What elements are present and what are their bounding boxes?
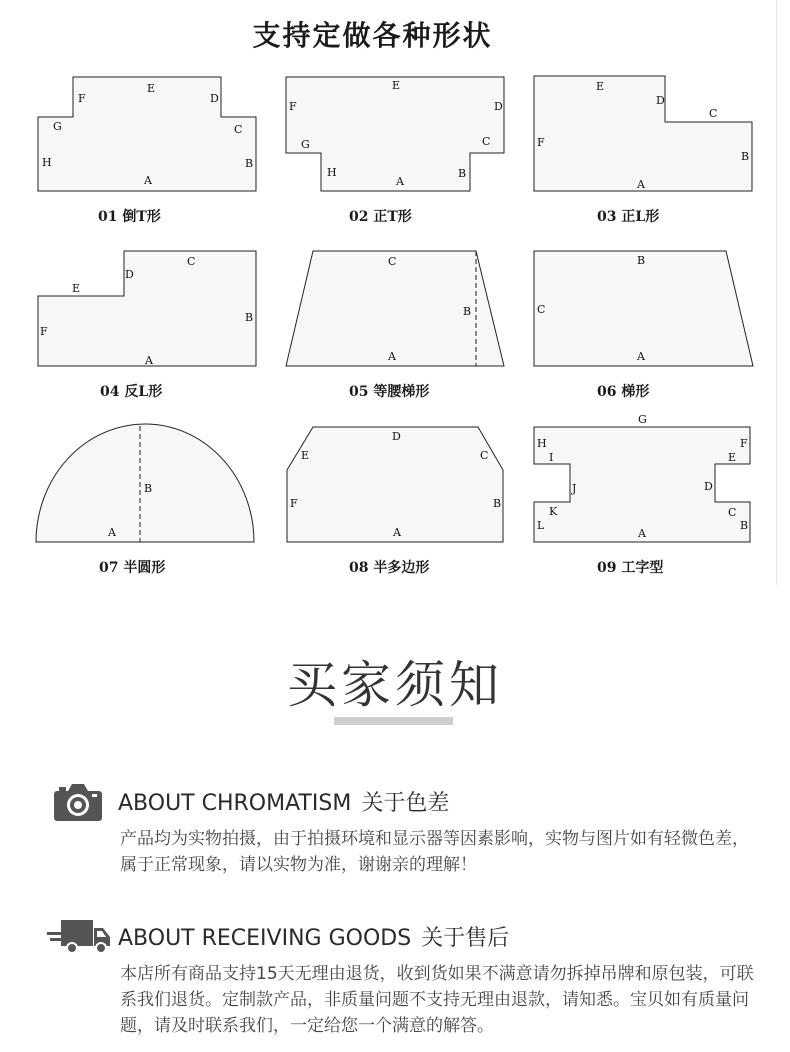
right-border-line xyxy=(776,0,777,585)
shape-label: D xyxy=(656,94,665,107)
shape-label: D xyxy=(125,268,134,281)
shape-caption: 01 倒T形 xyxy=(98,209,161,225)
shape-caption: 05 等腰梯形 xyxy=(349,384,430,400)
section-title-en: ABOUT RECEIVING GOODS xyxy=(118,926,412,951)
shape-label: C xyxy=(187,255,196,268)
shape-label: A xyxy=(144,174,152,187)
shape-label: I xyxy=(549,451,554,464)
camera-icon xyxy=(53,782,103,826)
shape-label: E xyxy=(596,80,605,93)
shape-label: D xyxy=(392,430,401,443)
shape-label: B xyxy=(245,157,254,170)
shape-label: D xyxy=(704,480,713,493)
shape-label: A xyxy=(638,527,646,540)
shape-caption: 08 半多边形 xyxy=(349,560,430,576)
shape-label: G xyxy=(638,413,647,426)
shape-label: C xyxy=(482,135,491,148)
shape-label: E xyxy=(728,451,737,464)
shape-reverse-l xyxy=(38,251,258,368)
shape-trapezoid xyxy=(534,251,756,368)
shape-label: H xyxy=(537,437,547,450)
shape-label: D xyxy=(210,92,219,105)
section-body-receiving: 本店所有商品支持15天无理由退货，收到货如果不满意请勿拆掉吊牌和原包装，可联系我们退货。定制款产品，非质量问题不支持无理由退款，请知悉。宝贝如有质量问题，请及时联系我们，一定给您一个满意的解答。 xyxy=(120,964,754,1036)
shape-label: E xyxy=(72,282,81,295)
shape-label: B xyxy=(458,167,467,180)
shape-l xyxy=(534,76,754,193)
shape-label: A xyxy=(393,526,401,539)
shape-label: D xyxy=(494,100,503,113)
shape-caption: 04 反L形 xyxy=(100,384,163,400)
shape-label: B xyxy=(245,311,254,324)
shape-half-polygon xyxy=(287,427,505,545)
shape-label: C xyxy=(709,107,718,120)
shape-label: A xyxy=(637,178,645,191)
shape-label: F xyxy=(78,92,86,105)
shape-caption: 09 工字型 xyxy=(597,560,664,576)
shape-label: F xyxy=(740,437,748,450)
shape-label: J xyxy=(572,482,577,495)
truck-icon xyxy=(47,918,111,958)
section-title-en: ABOUT CHROMATISM xyxy=(118,791,352,816)
shape-label: B xyxy=(463,305,472,318)
shape-label: A xyxy=(108,526,116,539)
shape-label: F xyxy=(289,100,297,113)
section-header-receiving xyxy=(118,921,509,952)
shape-caption: 02 正T形 xyxy=(349,209,412,225)
shape-inverted-t xyxy=(38,77,258,193)
shape-isosceles-trapezoid xyxy=(286,251,506,368)
shape-label: B xyxy=(493,497,502,510)
shape-label: A xyxy=(388,350,396,363)
shape-label: E xyxy=(301,449,310,462)
page-title: 支持定做各种形状 xyxy=(252,19,493,52)
shape-caption: 03 正L形 xyxy=(597,209,660,225)
notice-title: 买家须知 xyxy=(287,656,503,714)
shape-label: F xyxy=(290,497,298,510)
shape-label: H xyxy=(327,166,337,179)
shape-label: C xyxy=(537,303,546,316)
shape-label: A xyxy=(145,354,153,367)
shape-label: G xyxy=(53,120,62,133)
shape-label: B xyxy=(740,519,749,532)
shape-t xyxy=(286,77,506,193)
shape-i-beam xyxy=(534,412,756,544)
shape-label: E xyxy=(392,79,401,92)
shape-label: E xyxy=(147,82,156,95)
shape-label: C xyxy=(388,255,397,268)
section-header-chromatism xyxy=(118,786,449,817)
shape-label: L xyxy=(537,519,545,532)
shape-caption: 07 半圆形 xyxy=(99,560,166,576)
section-body-chromatism: 产品均为实物拍摄，由于拍摄环境和显示器等因素影响，实物与图片如有轻微色差，属于正常现象，请以实物为准，谢谢亲的理解！ xyxy=(120,829,749,875)
shape-label: G xyxy=(301,138,310,151)
section-title-cn: 关于色差 xyxy=(361,791,450,816)
shape-label: A xyxy=(396,175,404,188)
shape-semicircle xyxy=(36,424,256,544)
shape-label: F xyxy=(537,136,545,149)
shape-label: B xyxy=(741,150,750,163)
section-title-cn: 关于售后 xyxy=(421,926,510,951)
shape-label: C xyxy=(234,123,243,136)
shape-label: B xyxy=(637,254,646,267)
shape-label: F xyxy=(40,325,48,338)
shape-label: H xyxy=(42,156,52,169)
shape-caption: 06 梯形 xyxy=(597,384,650,400)
shape-label: C xyxy=(480,449,489,462)
shape-label: K xyxy=(549,505,558,518)
shape-label: C xyxy=(728,506,737,519)
notice-title-underline xyxy=(334,717,453,725)
shape-label: A xyxy=(637,350,645,363)
shape-label: B xyxy=(144,482,153,495)
